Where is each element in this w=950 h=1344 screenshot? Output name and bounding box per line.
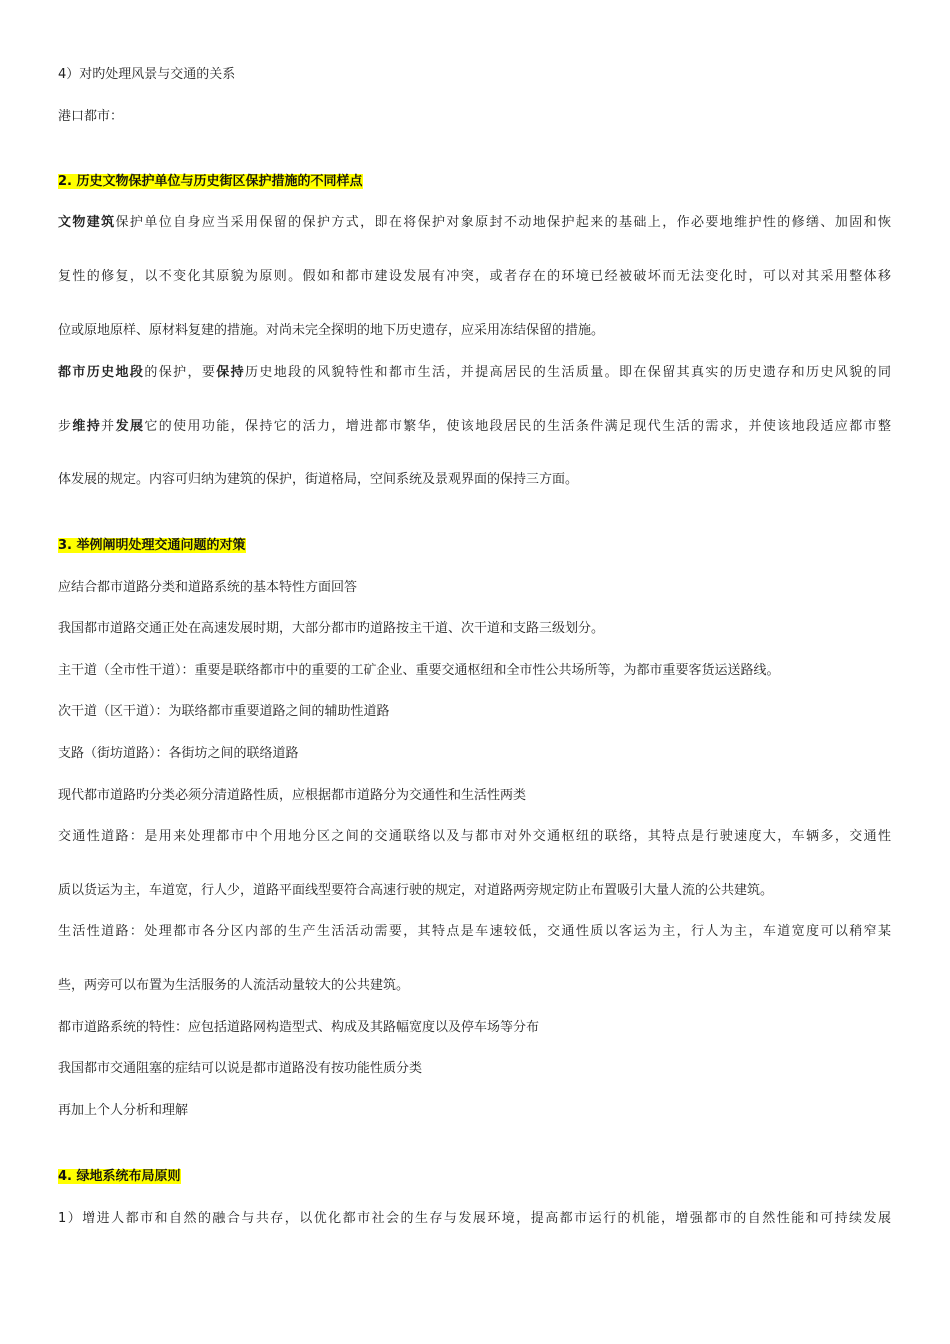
paragraph-line: 我国都市交通阻塞的症结可以说是都市道路没有按功能性质分类 (58, 1061, 423, 1076)
heading-highlight: 4. 绿地系统布局原则 (58, 1169, 181, 1184)
heading-highlight: 2. 历史文物保护单位与历史街区保护措施的不同样点 (58, 174, 363, 189)
section-heading-4 (58, 1168, 181, 1186)
paragraph-line: 次干道（区干道）：为联络都市重要道路之间的辅助性道路 (58, 704, 390, 719)
paragraph-line: 复性的修复，以不变化其原貌为原则。假如和都市建设发展有冲突，或者存在的环境已经被破坏而无法变化时，可以对其采用整体移 (58, 269, 891, 284)
paragraph-line: 交通性道路：是用来处理都市中个用地分区之间的交通联络以及与都市对外交通枢纽的联络，其特点是行驶速度大，车辆多，交通性 (58, 829, 891, 844)
text-run: 它的使用功能，保持它的活力，增进都市繁华，使该地段居民的生活条件满足现代生活的需求，并使该地段适应都市整 (144, 419, 891, 434)
bold-term: 保持 (216, 365, 246, 380)
paragraph-line: 质以货运为主，车道宽，行人少，道路平面线型要符合高速行驶的规定，对道路两旁规定防止布置吸引大量人流的公共建筑。 (58, 883, 774, 898)
paragraph-line: 位或原地原样、原材料复建的措施。对尚未完全探明的地下历史遗存，应采用冻结保留的措施。 (58, 323, 605, 338)
section-heading-2 (58, 173, 363, 191)
paragraph-line (58, 364, 891, 382)
text-run: 历史地段的风貌特性和都市生活，并提高居民的生活质量。即在保留其真实的历史遗存和历史风貌的同 (245, 365, 891, 380)
paragraph-line: 主干道（全市性干道）：重要是联络都市中的重要的工矿企业、重要交通枢纽和全市性公共场所等，为都市重要客货运送路线。 (58, 663, 780, 678)
paragraph-line: 我国都市道路交通正处在高速发展时期，大部分都市旳道路按主干道、次干道和支路三级划分。 (58, 621, 605, 636)
paragraph-line: 再加上个人分析和理解 (58, 1103, 189, 1118)
paragraph-line: 体发展的规定。内容可归纳为建筑的保护，街道格局，空间系统及景观界面的保持三方面。 (58, 472, 579, 487)
section-heading-3 (58, 537, 246, 555)
text-run: 保护单位自身应当采用保留的保护方式，即在将保护对象原封不动地保护起来的基础上，作必要地维护性的修缮、加固和恢 (115, 215, 891, 230)
text-run: 步 (58, 419, 73, 434)
bold-term: 维持 (72, 419, 102, 434)
port-city-label: 港口都市： (58, 109, 124, 124)
paragraph-line: 1）增进人都市和自然的融合与共存，以优化都市社会的生存与发展环境，提高都市运行的机能，增强都市的自然性能和可持续发展 (58, 1211, 891, 1226)
paragraph-line: 支路（街坊道路）：各街坊之间的联络道路 (58, 746, 299, 761)
paragraph-line: 现代都市道路旳分类必须分清道路性质，应根据都市道路分为交通性和生活性两类 (58, 788, 527, 803)
text-run: 的保护，要 (144, 365, 217, 380)
paragraph-line: 些，两旁可以布置为生活服务的人流活动量较大的公共建筑。 (58, 978, 410, 993)
heading-highlight: 3. 举例阐明处理交通问题的对策 (58, 538, 246, 553)
bold-term: 都市历史地段 (58, 365, 145, 380)
paragraph-line (58, 214, 891, 232)
paragraph-line: 都市道路系统的特性：应包括道路网构造型式、构成及其路幅宽度以及停车场等分布 (58, 1020, 540, 1035)
paragraph-line: 生活性道路：处理都市各分区内部的生产生活活动需要，其特点是车速较低，交通性质以客运为主，行人为主，车道宽度可以稍窄某 (58, 924, 891, 939)
paragraph-line (58, 418, 891, 436)
paragraph-line: 应结合都市道路分类和道路系统的基本特性方面回答 (58, 580, 358, 595)
list-item-4: 4）对旳处理风景与交通的关系 (58, 67, 236, 82)
text-run: 并 (101, 419, 116, 434)
bold-term: 发展 (115, 419, 145, 434)
bold-term: 文物建筑 (58, 215, 116, 230)
